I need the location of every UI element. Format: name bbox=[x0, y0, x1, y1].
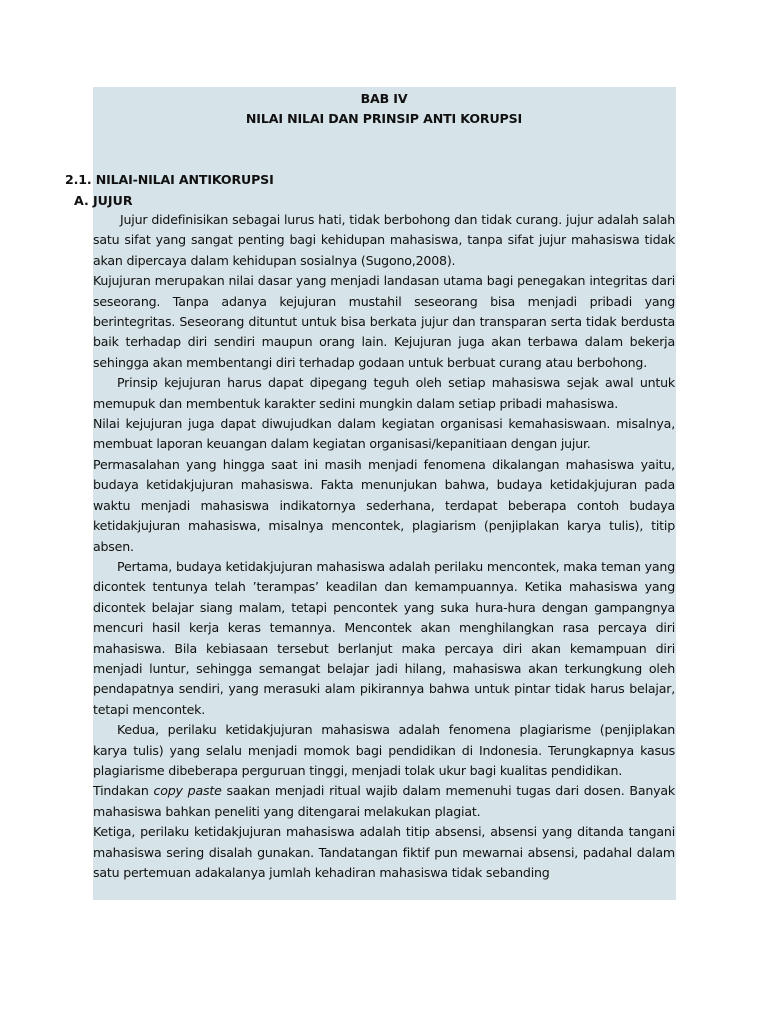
subsection-letter: A. bbox=[74, 193, 89, 208]
chapter-heading bbox=[93, 89, 675, 129]
paragraph: Ketiga, perilaku ketidakjujuran mahasiswa adalah titip absensi, absensi yang ditanda tangani mahasiswa sering disalah gunakan. Tandatangan fiktif pun mewarnai absensi, padahal dalam satu pertemuan adakalanya jumlah kehadiran mahasiswa tidak sebanding bbox=[93, 824, 675, 880]
copy-paste-term: copy paste bbox=[153, 783, 222, 799]
body-text bbox=[93, 210, 675, 883]
paragraph: Nilai kejujuran juga dapat diwujudkan dalam kegiatan organisasi kemahasiswaan. misalnya, membuat laporan keuangan dalam kegiatan organisasi/kepanitiaan dengan jujur. bbox=[93, 416, 675, 452]
copy-paste-before: Tindakan bbox=[93, 783, 154, 799]
chapter-label: BAB IV bbox=[360, 91, 408, 106]
paragraph: Kujujuran merupakan nilai dasar yang menjadi landasan utama bagi penegakan integritas dari seseorang. Tanpa adanya kejujuran mustahil seseorang bisa menjadi pribadi yang berintegritas. Seseorang dituntut untuk bisa berkata jujur dan transparan serta tidak berdusta baik terhadap diri sendiri maupun orang lain. Kejujuran juga akan terbawa dalam bekerja sehingga akan membentangi diri terhadap godaan untuk berbuat curang atau berbohong. bbox=[93, 273, 675, 370]
chapter-title: NILAI NILAI DAN PRINSIP ANTI KORUPSI bbox=[245, 111, 523, 126]
paragraph: Pertama, budaya ketidakjujuran mahasiswa adalah perilaku mencontek, maka teman yang dicontek tentunya telah ’terampas’ keadilan dan kemampuannya. Ketika mahasiswa yang dicontek belajar siang malam, tetapi pencontek yang suka hura-hura dengan gampangnya mencuri hasil kerja keras temannya. Mencontek akan menghilangkan rasa percaya diri mahasiswa. Bila kebiasaan tersebut berlanjut maka percaya diri akan kemampuan diri menjadi luntur, sehingga semangat belajar jadi hilang, mahasiswa akan terkungkung oleh pendapatnya sendiri, yang merasuki alam pikirannya bahwa untuk pintar tidak harus belajar, tetapi mencontek. bbox=[93, 558, 675, 717]
paragraph: Permasalahan yang hingga saat ini masih menjadi fenomena dikalangan mahasiswa yaitu, budaya ketidakjujuran mahasiswa. Fakta menunjukan bahwa, budaya ketidakjujuran pada waktu menjadi mahasiswa indikatornya sederhana, terdapat beberapa contoh budaya ketidakjujuran mahasiswa, misalnya mencontek, plagiarism (penjiplakan karya tulis), titip absen. bbox=[93, 456, 675, 554]
section-heading: 2.1. NILAI-NILAI ANTIKORUPSI bbox=[65, 172, 274, 187]
paragraph: Kedua, perilaku ketidakjujuran mahasiswa adalah fenomena plagiarisme (penjiplakan karya tulis) yang selalu menjadi momok bagi pendidikan di Indonesia. Terungkapnya kasus plagiarisme dibeberapa perguruan tinggi, menjadi tolak ukur bagi kualitas pendidikan. bbox=[93, 722, 675, 778]
copy-paste-after: saakan menjadi ritual wajib dalam memenuhi tugas dari dosen. Banyak mahasiswa bahkan peneliti yang ditengarai melakukan plagiat. bbox=[93, 783, 675, 819]
paragraph-copy-paste bbox=[93, 781, 675, 822]
paragraph: Prinsip kejujuran harus dapat dipegang teguh oleh setiap mahasiswa sejak awal untuk memupuk dan membentuk karakter sedini mungkin dalam setiap pribadi mahasiswa. bbox=[93, 375, 675, 411]
subsection-title: JUJUR bbox=[93, 193, 133, 208]
subsection-heading bbox=[74, 191, 133, 211]
paragraph: Jujur didefinisikan sebagai lurus hati, tidak berbohong dan tidak curang. jujur adalah salah satu sifat yang sangat penting bagi kehidupan mahasiswa, tanpa sifat jujur mahasiswa tidak akan dipercaya dalam kehidupan sosialnya (Sugono,2008). bbox=[93, 212, 675, 268]
